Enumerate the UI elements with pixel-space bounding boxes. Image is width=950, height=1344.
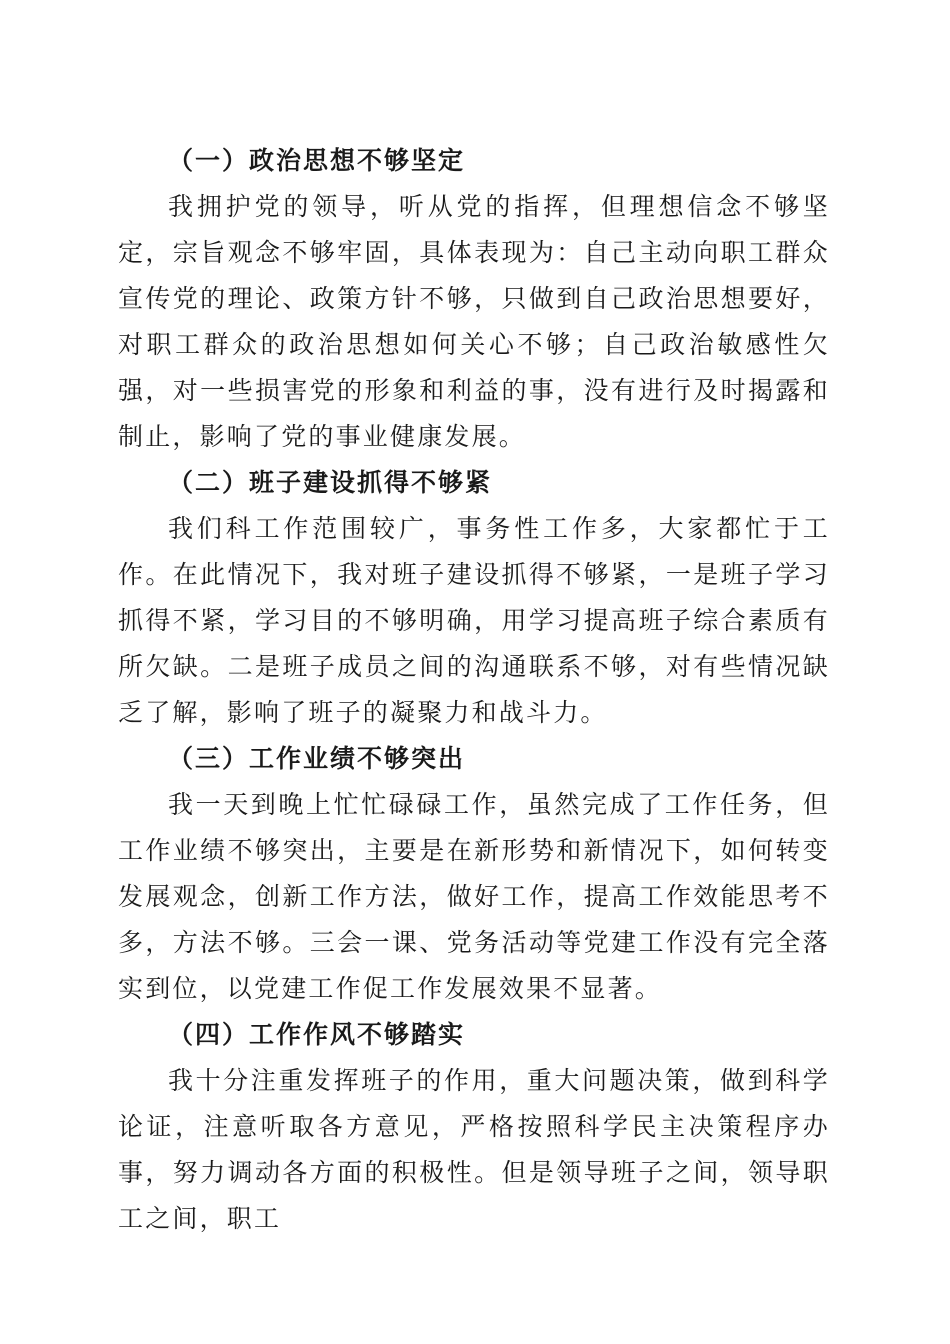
section-paragraph-3: 我一天到晚上忙忙碌碌工作，虽然完成了工作任务，但工作业绩不够突出，主要是在新形势和新情况下，如何转变发展观念，创新工作方法，做好工作，提高工作效能思考不多，方法不够。三会一课、党务活动等党建工作没有完全落实到位，以党建工作促工作发展效果不显著。 [118, 790, 830, 1003]
section-paragraph-1: 我拥护党的领导，听从党的指挥，但理想信念不够坚定，宗旨观念不够牢固，具体表现为：自己主动向职工群众宣传党的理论、政策方针不够，只做到自己政治思想要好，对职工群众的政治思想如何关心不够；自己政治敏感性欠强，对一些损害党的形象和利益的事，没有进行及时揭露和制止，影响了党的事业健康发展。 [118, 192, 830, 451]
section-heading-2: （二）班子建设抓得不够紧 [168, 468, 493, 497]
section-paragraph-4: 我十分注重发挥班子的作用，重大问题决策，做到科学论证，注意听取各方意见，严格按照科学民主决策程序办事，努力调动各方面的积极性。但是领导班子之间，领导职工之间，职工 [118, 1066, 830, 1233]
section-heading-4: （四）工作作风不够踏实 [168, 1020, 466, 1049]
section-paragraph-2: 我们科工作范围较广，事务性工作多，大家都忙于工作。在此情况下，我对班子建设抓得不够紧，一是班子学习抓得不紧，学习目的不够明确，用学习提高班子综合素质有所欠缺。二是班子成员之间的沟通联系不够，对有些情况缺乏了解，影响了班子的凝聚力和战斗力。 [118, 514, 830, 727]
section-heading-3: （三）工作业绩不够突出 [168, 744, 466, 773]
section-heading-1: （一）政治思想不够坚定 [168, 146, 466, 175]
document-body [118, 138, 830, 1242]
